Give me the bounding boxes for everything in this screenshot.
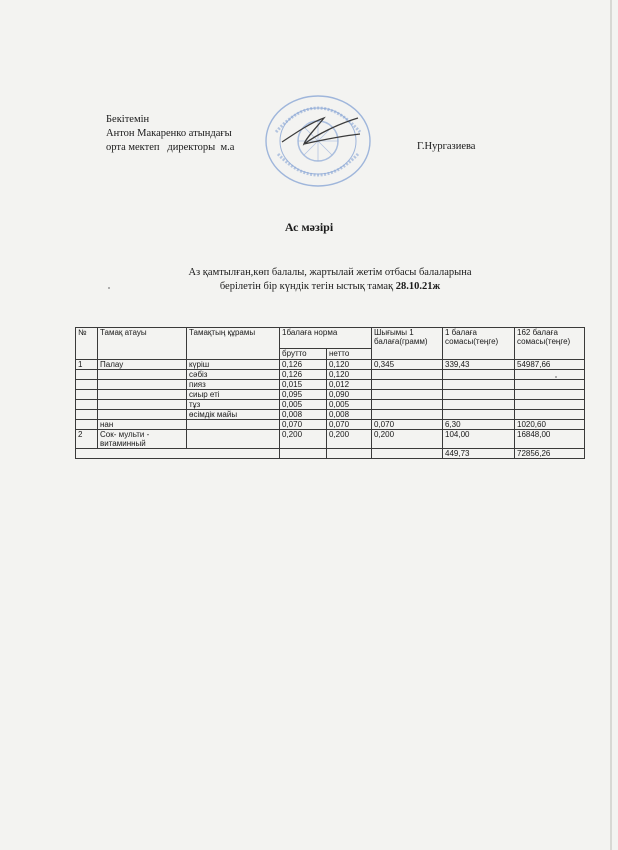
official-seal-stamp xyxy=(262,92,374,190)
header-norm: 1балаға норма xyxy=(280,328,372,349)
cell-sum1: 339,43 xyxy=(443,360,515,370)
subtitle-line-2 xyxy=(0,280,618,294)
cell-netto: 0,200 xyxy=(327,430,372,449)
cell-netto: 0,005 xyxy=(327,400,372,410)
table-row xyxy=(76,400,585,410)
cell-sum1 xyxy=(443,410,515,420)
cell-output xyxy=(372,390,443,400)
document-title: Ас мәзірі xyxy=(284,220,334,234)
cell-num xyxy=(76,370,98,380)
document-subtitle xyxy=(0,266,618,294)
cell-num xyxy=(76,400,98,410)
cell-ingredient: күріш xyxy=(187,360,280,370)
cell-netto: 0,120 xyxy=(327,370,372,380)
subtitle-text: берілетін бір күндік тегін ыстық тамақ xyxy=(219,281,396,292)
cell-ingredient xyxy=(187,430,280,449)
cell-num: 1 xyxy=(76,360,98,370)
cell-output xyxy=(372,410,443,420)
cell-name: Палау xyxy=(98,360,187,370)
cell-ingredient xyxy=(187,420,280,430)
approval-line: орта мектеп директоры м.а xyxy=(106,142,235,153)
table-row xyxy=(76,420,585,430)
menu-date: 28.10.21ж xyxy=(395,281,441,292)
cell-sum162: 16848,00 xyxy=(515,430,585,449)
cell-brutto: 0,005 xyxy=(280,400,327,410)
table-row xyxy=(76,380,585,390)
cell-ingredient: пияз xyxy=(187,380,280,390)
cell-name xyxy=(98,410,187,420)
approval-line: Антон Макаренко атындағы xyxy=(106,128,232,139)
menu-table xyxy=(75,327,585,459)
header-output: Шығымы 1 балаға(грамм) xyxy=(372,328,443,360)
cell-sum162 xyxy=(515,400,585,410)
table-header-row xyxy=(76,328,585,349)
table-total-row xyxy=(76,449,585,459)
cell-netto: 0,090 xyxy=(327,390,372,400)
cell-output xyxy=(372,380,443,390)
cell-name xyxy=(98,380,187,390)
table-row xyxy=(76,390,585,400)
cell-num xyxy=(76,420,98,430)
signer-name: Г.Нургазиева xyxy=(417,141,476,152)
cell-num: 2 xyxy=(76,430,98,449)
page-edge xyxy=(610,0,612,850)
total-empty xyxy=(327,449,372,459)
cell-num xyxy=(76,390,98,400)
subtitle-line-1: Аз қамтылған,көп балалы, жартылай жетім отбасы балаларына xyxy=(188,267,472,278)
header-sum162: 162 балаға сомасы(теңге) xyxy=(515,328,585,360)
header-composition: Тамақтың құрамы xyxy=(187,328,280,360)
total-empty xyxy=(280,449,327,459)
cell-brutto: 0,095 xyxy=(280,390,327,400)
cell-brutto: 0,015 xyxy=(280,380,327,390)
cell-netto: 0,120 xyxy=(327,360,372,370)
cell-brutto: 0,008 xyxy=(280,410,327,420)
cell-num xyxy=(76,380,98,390)
cell-name: нан xyxy=(98,420,187,430)
cell-name xyxy=(98,400,187,410)
cell-output: 0,345 xyxy=(372,360,443,370)
cell-brutto: 0,070 xyxy=(280,420,327,430)
header-name: Тамақ атауы xyxy=(98,328,187,360)
cell-netto: 0,008 xyxy=(327,410,372,420)
cell-ingredient: сиыр еті xyxy=(187,390,280,400)
approval-line: Бекітемін xyxy=(106,114,150,125)
cell-sum1 xyxy=(443,390,515,400)
cell-brutto: 0,126 xyxy=(280,360,327,370)
table-row xyxy=(76,370,585,380)
cell-sum1: 6,30 xyxy=(443,420,515,430)
cell-sum162: 54987,66 xyxy=(515,360,585,370)
cell-netto: 0,012 xyxy=(327,380,372,390)
cell-netto: 0,070 xyxy=(327,420,372,430)
approval-block xyxy=(106,113,234,155)
cell-sum1: 104,00 xyxy=(443,430,515,449)
cell-name xyxy=(98,390,187,400)
header-netto: нетто xyxy=(327,349,372,360)
total-empty xyxy=(76,449,280,459)
cell-brutto: 0,126 xyxy=(280,370,327,380)
cell-sum162: 1020,60 xyxy=(515,420,585,430)
table-row xyxy=(76,410,585,420)
cell-sum1 xyxy=(443,380,515,390)
cell-sum1 xyxy=(443,400,515,410)
cell-output xyxy=(372,370,443,380)
cell-name: Сок- мульти - витаминный xyxy=(98,430,187,449)
cell-sum162 xyxy=(515,370,585,380)
cell-output xyxy=(372,400,443,410)
cell-ingredient: тұз xyxy=(187,400,280,410)
table-row xyxy=(76,360,585,370)
cell-output: 0,200 xyxy=(372,430,443,449)
table-row xyxy=(76,430,585,449)
cell-name xyxy=(98,370,187,380)
cell-sum162 xyxy=(515,390,585,400)
cell-brutto: 0,200 xyxy=(280,430,327,449)
cell-ingredient: сәбіз xyxy=(187,370,280,380)
header-num: № xyxy=(76,328,98,360)
header-brutto: брутто xyxy=(280,349,327,360)
cell-output: 0,070 xyxy=(372,420,443,430)
cell-num xyxy=(76,410,98,420)
total-sum162: 72856,26 xyxy=(515,449,585,459)
total-empty xyxy=(372,449,443,459)
cell-sum162 xyxy=(515,410,585,420)
total-sum1: 449,73 xyxy=(443,449,515,459)
cell-sum162 xyxy=(515,380,585,390)
header-sum1: 1 балаға сомасы(теңге) xyxy=(443,328,515,360)
cell-sum1 xyxy=(443,370,515,380)
cell-ingredient: өсімдік майы xyxy=(187,410,280,420)
